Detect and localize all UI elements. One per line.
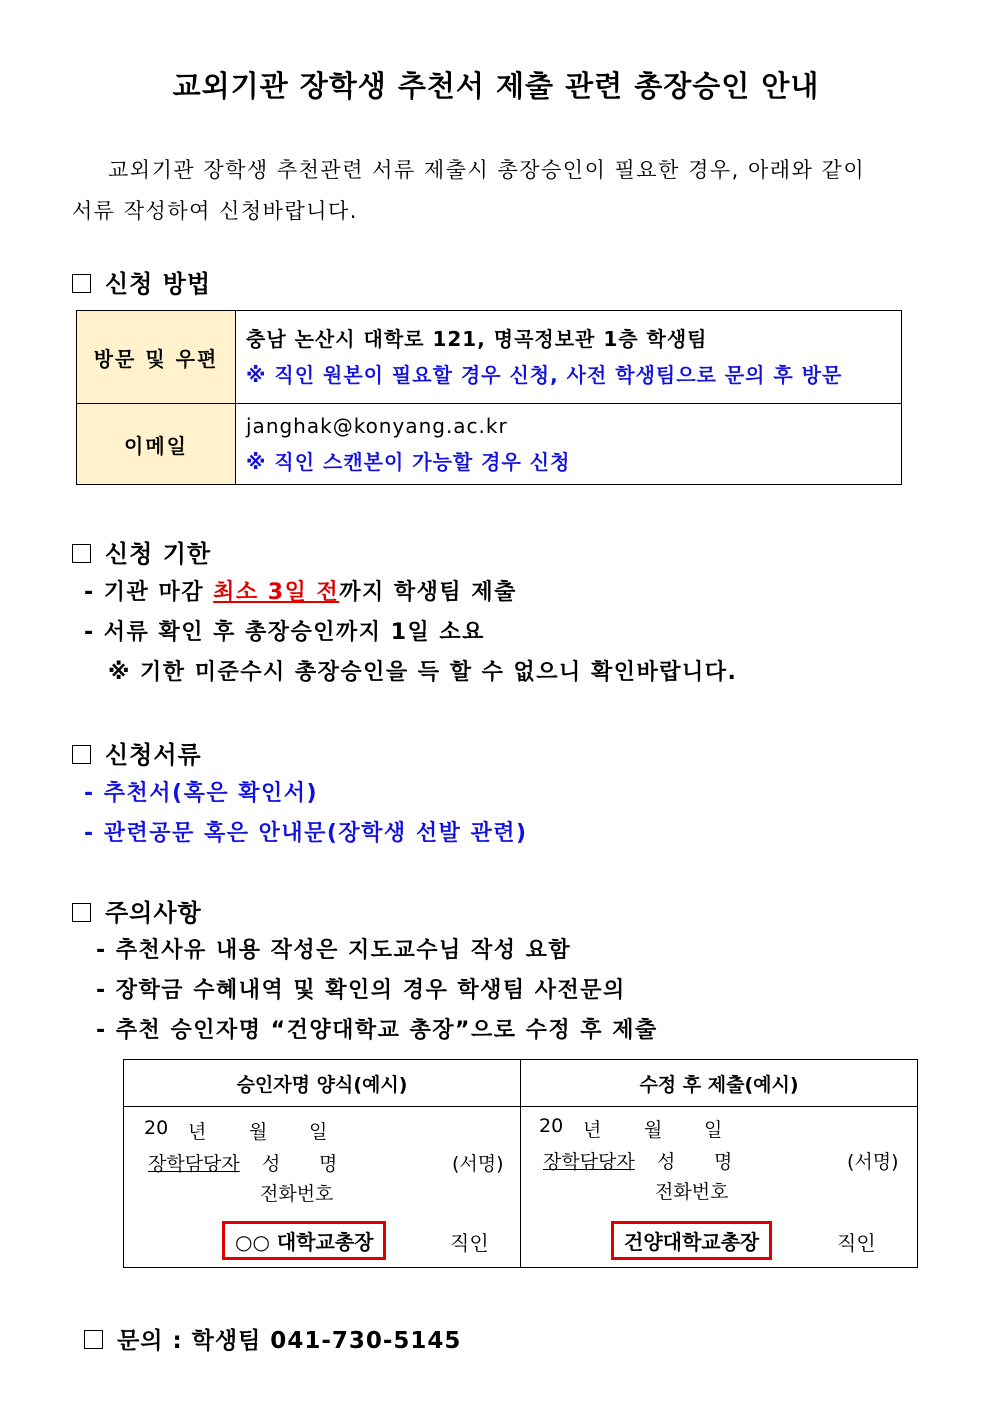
seal-label: 직인 [450, 1231, 489, 1255]
deadline-line-1: - 기관 마감 최소 3일 전까지 학생팀 제출 [84, 580, 517, 605]
deadline-line-2: - 서류 확인 후 총장승인까지 1일 소요 [84, 620, 485, 645]
email-address[interactable]: janghak@konyang.ac.kr [246, 414, 508, 438]
intro-line-2: 서류 작성하여 신청바랍니다. [72, 199, 358, 223]
left-stamp-box: ○○ 대학교총장 [222, 1221, 386, 1260]
section-method-heading: 신청 방법 [105, 270, 212, 298]
deadline-highlight: 최소 3일 전 [213, 580, 340, 605]
visit-note: ※ 직인 원본이 필요할 경우 신청, 사전 학생팀으로 문의 후 방문 [246, 363, 843, 387]
approval-sample-table [123, 1059, 918, 1268]
manager-label: 장학담당자 [148, 1153, 240, 1175]
section-cautions-heading: 주의사항 [105, 899, 202, 927]
section-deadline [72, 534, 211, 569]
checkbox-square-icon [72, 274, 91, 293]
method-row-visit [77, 311, 902, 404]
manager-label: 장학담당자 [543, 1151, 635, 1173]
checkbox-square-icon [84, 1330, 103, 1349]
method-row-email [77, 404, 902, 485]
page-title: 교외기관 장학생 추천서 제출 관련 총장승인 안내 [172, 69, 820, 103]
contact-line [84, 1322, 461, 1355]
right-stamp-box: 건양대학교총장 [611, 1221, 772, 1260]
caution-item-2: - 장학금 수혜내역 및 확인의 경우 학생팀 사전문의 [96, 978, 626, 1003]
intro-line-1: 교외기관 장학생 추천관련 서류 제출시 총장승인이 필요한 경우, 아래와 같이 [108, 158, 866, 182]
seal-label: 직인 [837, 1231, 876, 1255]
checkbox-square-icon [72, 903, 91, 922]
contact-text: 문의 : 학생팀 041-730-5145 [117, 1328, 462, 1354]
method-table [76, 310, 902, 485]
sample-left-header: 승인자명 양식(예시) [124, 1060, 521, 1107]
checkbox-square-icon [72, 544, 91, 563]
sample-right-form: 20 년 월 일 장학담당자 성 명 (서명) 전화번호 건양대학교총장 직인 [521, 1107, 918, 1268]
section-cautions [72, 893, 202, 928]
visit-address: 충남 논산시 대학로 121, 명곡정보관 1층 학생팀 [246, 327, 708, 351]
section-deadline-heading: 신청 기한 [105, 540, 212, 568]
caution-item-1: - 추천사유 내용 작성은 지도교수님 작성 요함 [96, 938, 572, 963]
method-label-email: 이메일 [77, 404, 236, 485]
caution-item-3: - 추천 승인자명 “건양대학교 총장”으로 수정 후 제출 [96, 1018, 658, 1043]
document-item-2: - 관련공문 혹은 안내문(장학생 선발 관련) [84, 821, 528, 846]
section-documents [72, 735, 202, 770]
sample-right-header: 수정 후 제출(예시) [521, 1060, 918, 1107]
document-item-1: - 추천서(혹은 확인서) [84, 781, 319, 806]
section-method [72, 264, 211, 299]
deadline-note: ※ 기한 미준수시 총장승인을 득 할 수 없으니 확인바랍니다. [108, 660, 738, 685]
method-label-visit: 방문 및 우편 [77, 311, 236, 404]
section-documents-heading: 신청서류 [105, 741, 202, 769]
checkbox-square-icon [72, 745, 91, 764]
email-note: ※ 직인 스캔본이 가능할 경우 신청 [246, 450, 571, 474]
sample-left-form: 20 년 월 일 장학담당자 성 명 (서명) 전화번호 ○○ 대학교총장 직인 [124, 1107, 521, 1268]
